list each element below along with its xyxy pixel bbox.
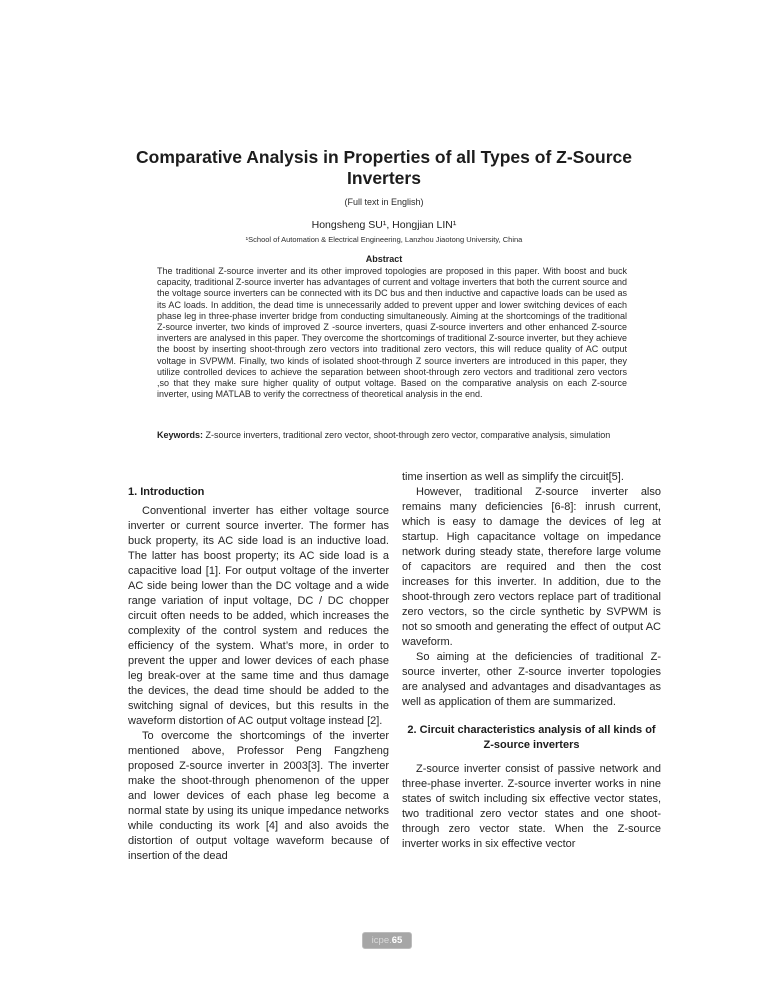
badge-prefix-label: icpe. [371,935,392,946]
section2-paragraph-1: Z-source inverter consist of passive network and three-phase inverter. Z-source inverter works in nine states of switch including six effective vector states, two traditional zero vector states and one shoot-through zero vector state. When the Z-source inverter works in six effective vector [402,763,661,850]
column2-paragraph-3: So aiming at the deficiencies of traditional Z-source inverter, other Z-source inverter topologies are analysed and advantages and disadvantages as well as application of them are summarized. [402,651,661,708]
column2-paragraph-2: However, traditional Z-source inverter also remains many deficiencies [6-8]: inrush current, which is easy to damage the devices of leg at startup. High capacitance voltage on impedance network during steady state, therefore large volume of capacitors are required and then the cost increases for this inverter. In addition, due to the shoot-through zero vectors replace part of traditional zero vectors, so the circle synthetic by SVPWM is not so smooth and generating the effect of output AC waveform. [402,486,661,648]
abstract-body: The traditional Z-source inverter and its other improved topologies are proposed in this paper. With boost and buck capacity, traditional Z-source inverter has advantages of current and voltage inverters that both the current source and the voltage source inverters can be connected with its DC bus and then inductive and capactive loads can be used as its AC loads. In addition, the dead time is unnecessarily added to prevent upper and lower switching devices of each phase leg in three-phase inverter bridge from conducting simultaneously. Aiming at the shortcomings of the traditional Z-source inverter, two kinds of improved Z -source inverters, quasi Z-source inverters and other enhanced Z-source inverters are analysed in this paper. They overcome the shortcomings of traditional Z-source inverter, but they achieve the boost by inserting shoot-through zero vectors into traditional zero vectors, this will reduce quality of AC output voltage in SVPWM. Finally, two kinds of isolated shoot-through Z source inverters are introduced in this paper, they utilize controlled devices to achieve the separation between shoot-through zero vectors and traditional zero vectors ,so that they make sure higher quality of output voltage. Based on the comparative analysis on each Z-source inverter, using MATLAB to verify the correctness of theoretical analysis in the end. [157,266,627,400]
abstract-heading: Abstract [365,254,403,264]
keywords-text: Z-source inverters, traditional zero vector, shoot-through zero vector, comparative analysis, simulation [205,430,611,440]
keywords-label: Keywords: [157,430,204,440]
column-left [128,470,389,864]
authors-line: Hongsheng SU¹, Hongjian LIN¹ [311,219,457,231]
badge-page-number: 65 [391,935,403,946]
intro-paragraph-2: To overcome the shortcomings of the inverter mentioned above, Professor Peng Fangzheng proposed Z-source inverter in 2003[3]. The inverter make the shoot-through phenomenon of the upper and lower devices of each phase leg become a normal state by using its unique impedance networks while conducting its work [4] and also avoids the distortion of output voltage waveform because of insertion of the dead [128,730,389,862]
page-number-badge [362,932,412,949]
keywords-line [157,430,627,441]
page-title: Comparative Analysis in Properties of all Types of Z-Source Inverters [136,147,632,188]
section2-heading: 2. Circuit characteristics analysis of all kinds of Z-source inverters [407,724,656,751]
full-text-note: (Full text in English) [344,197,424,207]
section1-heading: 1. Introduction [128,486,205,498]
intro-paragraph-1: Conventional inverter has either voltage source inverter or current source inverter. The former has buck property, its AC side load is an inductive load. The latter has boost property; its AC side load is a capacitive load [1]. For output voltage of the inverter AC side being lower than the DC voltage and a wide range variation of input voltage, DC / DC chopper circuit often needs to be added, which increases the complexity of the control system and reduces the efficiency of the system. What’s more, in order to prevent the upper and lower devices of each phase leg break-over at the same time and thus damage the devices, the dead time should be added to the switching signal of devices, but this results in the waveform distortion of AC output voltage instead [2]. [128,505,389,727]
column2-continuation: time insertion as well as simplify the circuit[5]. [402,471,624,483]
column-right [402,470,661,852]
affiliation-line: ¹School of Automation & Electrical Engineering, Lanzhou Jiaotong University, China [245,235,523,244]
